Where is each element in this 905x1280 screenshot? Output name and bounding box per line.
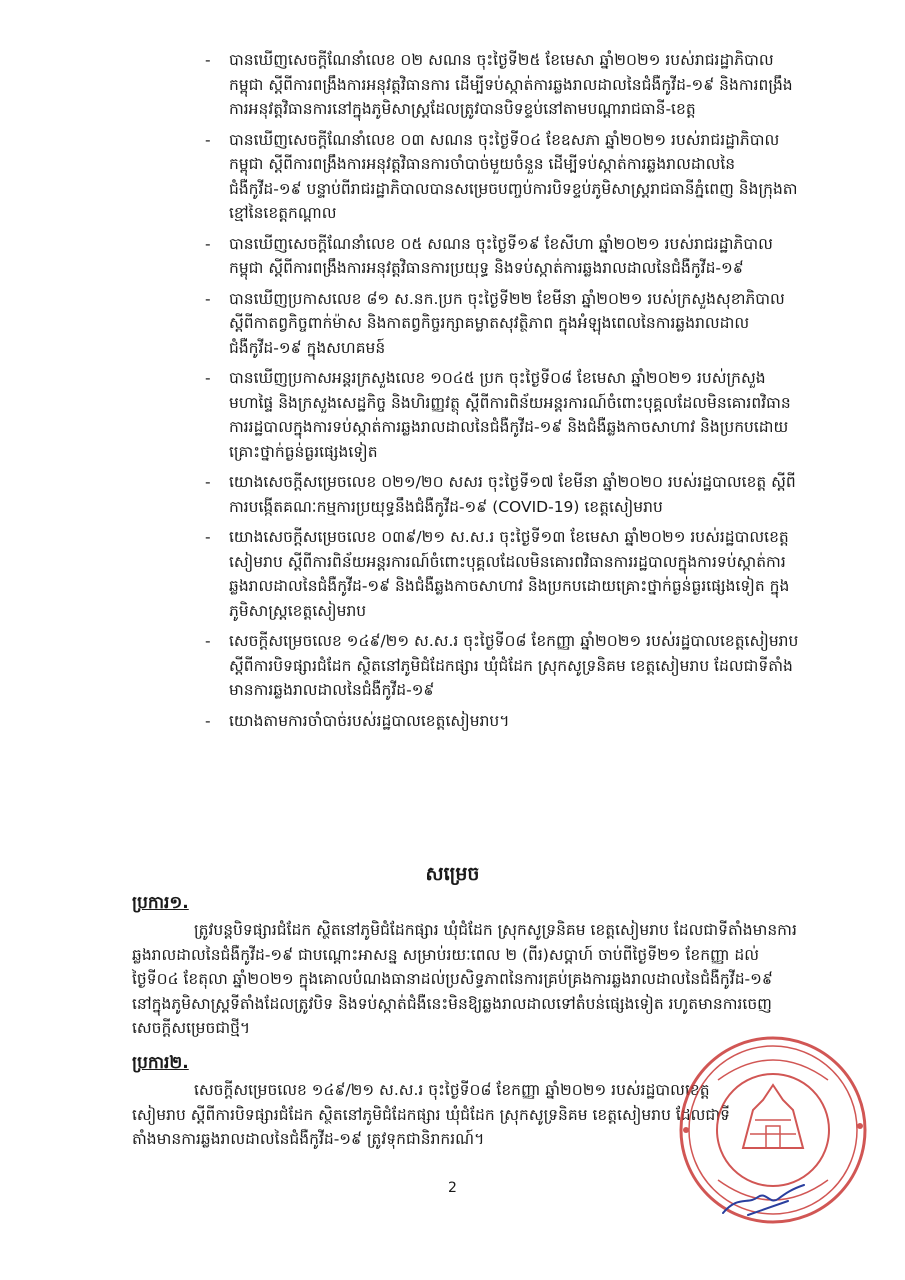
article-1-body: ត្រូវបន្តបិទផ្សារជំដែក ស្ថិតនៅភូមិជំដែកផ្សារ ឃុំជំដែក ស្រុកសូទ្រនិគម ខេត្តសៀមរាប ដែលជាទីតាំងមានការឆ្លងរាលដាលនៃជំងឺកូវីដ-១៩ ជាបណ្ដោះអាសន្ន សម្រាប់រយៈពេល ២ (ពីរ)សប្ដាហ៍ ចាប់ពីថ្ងៃទី២១ ខែកញ្ញា ដល់ថ្ងៃទី០៤ ខែតុលា ឆ្នាំ២០២១ ក្នុងគោលបំណងធានាដល់ប្រសិទ្ធភាពនៃការគ្រប់គ្រងការឆ្លងរាលដាលនៃជំងឺកូវីដ-១៩ នៅក្នុងភូមិសាស្រ្តទីតាំងដែលត្រូវបិទ និងទប់ស្កាត់ជំងឺនេះមិនឱ្យឆ្លងរាលដាលទៅតំបន់ផ្សេងទៀត រហូតមានការចេញសេចក្ដីសម្រេចជាថ្មី។ bbox=[132, 921, 797, 1037]
reference-item bbox=[205, 232, 805, 281]
bullet-dash: - bbox=[205, 473, 211, 491]
reference-text: យោងសេចក្ដីសម្រេចលេខ ០៣៩/២១ ស.ស.រ ចុះថ្ងៃទី១៣ ខែមេសា ឆ្នាំ២០២១ របស់រដ្ឋបាលខេត្តសៀមរាប ស្ដីពីការពិន័យអន្តរការណ៍ចំពោះបុគ្គលដែលមិនគោរពវិធានការរដ្ឋបាលក្នុងការទប់ស្កាត់ការឆ្លងរាលដាលនៃជំងឺកូវីដ-១៩ និងជំងឺឆ្លងកាចសាហាវ និងប្រកបដោយគ្រោះថ្នាក់ធ្ងន់ធ្ងរផ្សេងទៀត ក្នុងភូមិសាស្រ្តខេត្តសៀមរាប bbox=[229, 528, 790, 620]
bullet-dash: - bbox=[205, 711, 211, 730]
bullet-dash: - bbox=[205, 234, 211, 253]
reference-text: បានឃើញប្រកាសអន្តរក្រសួងលេខ ១០៤៥ ប្រក ចុះថ្ងៃទី០៨ ខែមេសា ឆ្នាំ២០២១ របស់ក្រសួងមហាផ្ទៃ និងក្រសួងសេដ្ឋកិច្ច និងហិរញ្ញវត្ថុ ស្ដីពីការពិន័យអន្តរការណ៍ចំពោះបុគ្គលដែលមិនគោរពវិធានការរដ្ឋបាលក្នុងការទប់ស្កាត់ការឆ្លងរាលដាលនៃជំងឺកូវីដ-១៩ និងជំងឺឆ្លងកាចសាហាវ និងប្រកបដោយគ្រោះថ្នាក់ធ្ងន់ធ្ងរផ្សេងទៀត bbox=[229, 369, 791, 461]
bullet-dash: - bbox=[205, 130, 211, 149]
article-2-body: សេចក្ដីសម្រេចលេខ ១៤៩/២១ ស.ស.រ ចុះថ្ងៃទី០៨ ខែកញ្ញា ឆ្នាំ២០២១ របស់រដ្ឋបាលខេត្តសៀមរាប ស្ដីពីការបិទផ្សារជំដែក ស្ថិតនៅភូមិជំដែកផ្សារ ឃុំជំដែក ស្រុកសូទ្រនិគម ខេត្តសៀមរាប ដែលជាទីតាំងមានការឆ្លងរាលដាលនៃជំងឺកូវីដ-១៩ ត្រូវទុកជានិរាករណ៍។ bbox=[132, 1081, 730, 1148]
reference-item bbox=[205, 709, 805, 734]
reference-item bbox=[205, 287, 805, 361]
bullet-dash: - bbox=[205, 369, 211, 387]
bullet-dash: - bbox=[205, 632, 211, 650]
reference-item bbox=[205, 470, 805, 519]
reference-item bbox=[205, 525, 805, 623]
decision-heading: សម្រេច bbox=[425, 863, 480, 885]
reference-text: បានឃើញសេចក្ដីណែនាំលេខ ០៣ សណន ចុះថ្ងៃទី០៤ ខែឧសភា ឆ្នាំ២០២១ របស់រាជរដ្ឋាភិបាលកម្ពុជា ស្ដីពីការពង្រឹងការអនុវត្តវិធានការចាំបាច់មួយចំនួន ដើម្បីទប់ស្កាត់ការឆ្លងរាលដាលនៃជំងឺកូវីដ-១៩ បន្ទាប់ពីរាជរដ្ឋាភិបាលបានសម្រេចបញ្ចប់ការបិទខ្ទប់ភូមិសាស្រ្តរាជធានីភ្នំពេញ និងក្រុងតាខ្មៅនៃខេត្តកណ្ដាល bbox=[229, 130, 798, 222]
reference-text: យោងសេចក្ដីសម្រេចលេខ ០២១/២០ សសរ ចុះថ្ងៃទី១៧ ខែមីនា ឆ្នាំ២០២០ របស់រដ្ឋបាលខេត្ត ស្ដីពីការបង្កើតគណៈកម្មការប្រយុទ្ធនឹងជំងឺកូវីដ-១៩ (COVID-19) ខេត្តសៀមរាប bbox=[229, 473, 796, 516]
article-1-title: ប្រការ១. bbox=[132, 893, 189, 913]
reference-text: បានឃើញសេចក្ដីណែនាំលេខ ០៥ សណន ចុះថ្ងៃទី១៩ ខែសីហា ឆ្នាំ២០២១ របស់រាជរដ្ឋាភិបាលកម្ពុជា ស្ដីពីការពង្រឹងការអនុវត្តវិធានការប្រយុទ្ធ និងទប់ស្កាត់ការឆ្លងរាលដាលនៃជំងឺកូវីដ-១៩ bbox=[229, 234, 773, 277]
article-2-title: ប្រការ២. bbox=[132, 1053, 189, 1073]
handwritten-signature bbox=[718, 1175, 808, 1225]
reference-text: បានឃើញសេចក្ដីណែនាំលេខ ០២ សណន ចុះថ្ងៃទី២៥ ខែមេសា ឆ្នាំ២០២១ របស់រាជរដ្ឋាភិបាលកម្ពុជា ស្ដីពីការពង្រឹងការអនុវត្តវិធានការ ដើម្បីទប់ស្កាត់ការឆ្លងរាលដាលនៃជំងឺកូវីដ-១៩ និងការពង្រឹងការអនុវត្តវិធានការនៅក្នុងភូមិសាស្រ្តដែលត្រូវបានបិទខ្ទប់នៅតាមបណ្តារាជធានី-ខេត្ត bbox=[229, 51, 793, 118]
reference-text: បានឃើញប្រកាសលេខ ៨១ ស.នក.ប្រក ចុះថ្ងៃទី២២ ខែមីនា ឆ្នាំ២០២១ របស់ក្រសួងសុខាភិបាល ស្ដីពីកាតព្វកិច្ចពាក់ម៉ាស និងកាតព្វកិច្ចរក្សាគម្លាតសុវត្ថិភាព ក្នុងអំឡុងពេលនៃការឆ្លងរាលដាលជំងឺកូវីដ-១៩ ក្នុងសហគមន៍ bbox=[229, 289, 785, 357]
bullet-dash: - bbox=[205, 289, 211, 308]
page-number: 2 bbox=[448, 1180, 457, 1196]
reference-text: យោងតាមការចាំបាច់របស់រដ្ឋបាលខេត្តសៀមរាប។ bbox=[229, 711, 510, 730]
bullet-dash: - bbox=[205, 528, 211, 546]
reference-item bbox=[205, 128, 805, 226]
reference-text: សេចក្ដីសម្រេចលេខ ១៤៩/២១ ស.ស.រ ចុះថ្ងៃទី០៨ ខែកញ្ញា ឆ្នាំ២០២១ របស់រដ្ឋបាលខេត្តសៀមរាប ស្ដីពីការបិទផ្សារជំដែក ស្ថិតនៅភូមិជំដែកផ្សារ ឃុំជំដែក ស្រុកសូទ្រនិគម ខេត្តសៀមរាប ដែលជាទីតាំងមានការឆ្លងរាលដាលនៃជំងឺកូវីដ-១៩ bbox=[229, 632, 799, 699]
bullet-dash: - bbox=[205, 51, 211, 69]
reference-item bbox=[205, 366, 805, 464]
reference-list bbox=[205, 48, 805, 739]
reference-item bbox=[205, 48, 805, 122]
reference-item bbox=[205, 629, 805, 703]
